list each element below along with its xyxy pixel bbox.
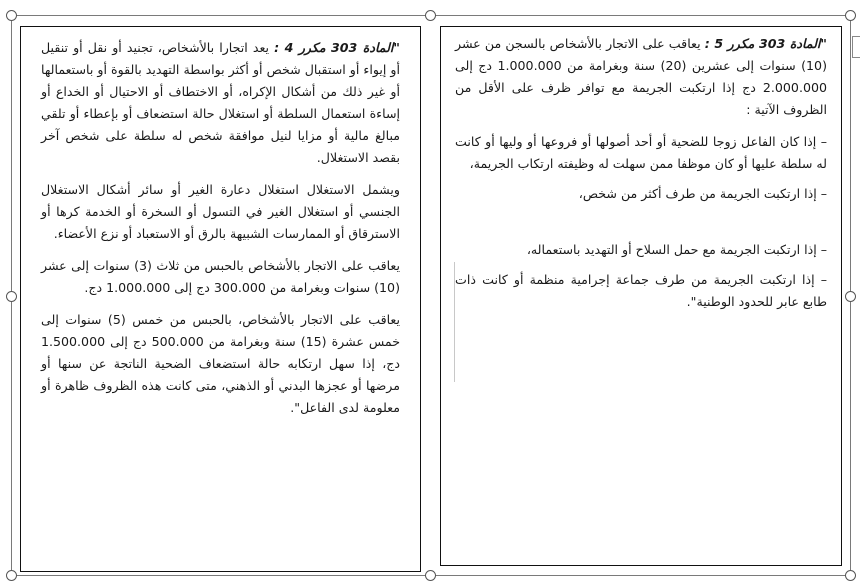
article-heading: "المادة 303 مكرر 4 : [274,40,400,55]
list-item: – إذا كان الفاعل زوجا للضحية أو أحد أصولها أو فروعها أو وليها أو كانت له سلطة عليها أو كان موظفا ممن سهلت له وظيفته ارتكاب الجريمة، [455,134,827,172]
resize-handle-top-left[interactable] [6,10,17,21]
resize-handle-top-right[interactable] [845,10,856,21]
left-text-box[interactable] [20,26,421,572]
list-item: – إذا ارتكبت الجريمة مع حمل السلاح أو التهديد باستعماله، [526,242,827,258]
layout-options-icon[interactable] [852,36,860,58]
article-303-bis-4 [41,37,400,169]
right-text-box[interactable] [440,26,842,566]
resize-handle-top-middle[interactable] [425,10,436,21]
article-303-bis-5 [455,33,827,121]
resize-handle-middle-left[interactable] [6,291,17,302]
paragraph-definition: يعد اتجارا بالأشخاص، تجنيد أو نقل أو تنقيل أو إيواء أو استقبال شخص أو أكثر بواسطة التهديد بالقوة أو باستعمالها أو غير ذلك من أشكال الإكراه، أو الاختطاف أو الاحتيال أو الخداع أو إساءة استعمال السلطة أو استغلال حالة استضعاف أو بإعطاء أو تلقي مبالغ مالية أو مزايا لنيل موافقة شخص له سلطة على شخص آخر بقصد الاستغلال. [41,40,400,166]
resize-handle-bottom-left[interactable] [6,570,17,581]
list-item: – إذا ارتكبت الجريمة من طرف أكثر من شخص، [578,186,827,202]
paragraph-penalty-aggravated: يعاقب على الاتجار بالأشخاص، بالحبس من خمس (5) سنوات إلى خمس عشرة (15) سنة وبغرامة من 500.000 دج إلى 1.500.000 دج، إذا سهل ارتكابه حالة استضعاف الضحية الناتجة عن سنها أو مرضها أو عجزها البدني أو الذهني، متى كانت هذه الظروف ظاهرة أو معلومة لدى الفاعل". [41,312,401,416]
paragraph-intro: يعاقب على الاتجار بالأشخاص بالسجن من عشر (10) سنوات إلى عشرين (20) سنة وبغرامة من 1.000.000 دج إلى 2.000.000 دج إذا ارتكبت الجريمة مع توافر ظرف على الأقل من الظروف الآتية : [455,36,827,118]
resize-handle-bottom-right[interactable] [845,570,856,581]
text-cursor-guide [454,262,455,382]
resize-handle-bottom-middle[interactable] [425,570,436,581]
resize-handle-middle-right[interactable] [845,291,856,302]
list-item: – إذا ارتكبت الجريمة من طرف جماعة إجرامية منظمة أو كانت ذات طابع عابر للحدود الوطنية". [455,272,827,310]
article-heading: "المادة 303 مكرر 5 : [704,36,827,51]
paragraph-penalty-basic: يعاقب على الاتجار بالأشخاص بالحبس من ثلاث (3) سنوات إلى عشر (10) سنوات وبغرامة من 300.000 دج إلى 1.000.000 دج. [41,258,401,296]
paragraph-exploitation: ويشمل الاستغلال استغلال دعارة الغير أو سائر أشكال الاستغلال الجنسي أو استغلال الغير في التسول أو السخرة أو الخدمة كرها أو الاسترقاق أو الممارسات الشبيهة بالرق أو الاستعباد أو نزع الأعضاء. [41,182,400,242]
